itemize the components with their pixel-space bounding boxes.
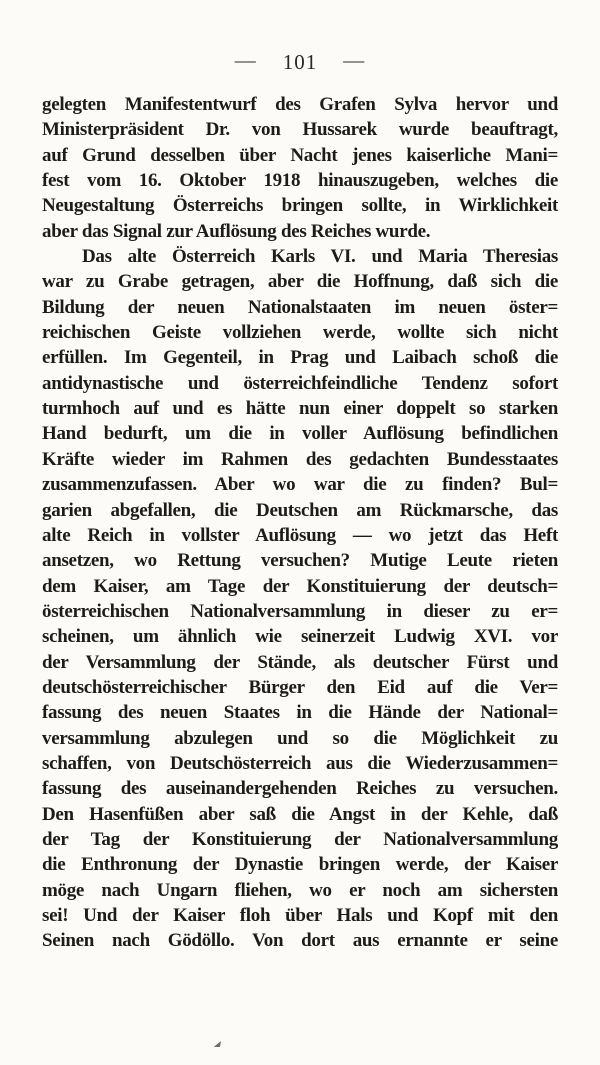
text-line: der Tag der Konstituierung der Nationalversammlung	[42, 828, 558, 850]
text-line: schaffen, von Deutschösterreich aus die Wiederzusammen=	[42, 752, 558, 774]
text-line: fest vom 16. Oktober 1918 hinauszugeben, welches die	[42, 170, 558, 192]
text-line: Den Hasenfüßen aber saß die Angst in der Kehle, daß	[42, 803, 558, 825]
text-line: antidynastische und österreichfeindliche Tendenz sofort	[42, 372, 558, 394]
text-line: auf Grund desselben über Nacht jenes kaiserliche Mani=	[42, 144, 558, 166]
running-head	[0, 50, 600, 75]
text-line: möge nach Ungarn fliehen, wo er noch am sichersten	[42, 879, 558, 901]
text-line: Ministerpräsident Dr. von Hussarek wurde beauftragt,	[42, 119, 558, 141]
text-line: Neugestaltung Österreichs bringen sollte, in Wirklichkeit	[42, 195, 558, 217]
text-line: gelegten Manifestentwurf des Grafen Sylva hervor und	[42, 94, 558, 115]
text-line: aber das Signal zur Auflösung des Reiches wurde.	[42, 220, 431, 242]
ink-speck	[214, 1041, 221, 1047]
text-line: fassung des neuen Staates in die Hände der National=	[42, 702, 558, 724]
text-line: Bildung der neuen Nationalstaaten im neuen öster=	[42, 296, 558, 318]
text-line: erfüllen. Im Gegenteil, in Prag und Laibach schoß die	[42, 347, 558, 369]
header-dash-right: —	[343, 48, 366, 72]
text-line: Seinen nach Gödöllo. Von dort aus ernannte er seine	[42, 930, 558, 952]
text-line: war zu Grabe getragen, aber die Hoffnung, daß sich die	[42, 271, 558, 293]
text-line: scheinen, um ähnlich wie seinerzeit Ludwig XVI. vor	[42, 626, 558, 648]
text-line: ansetzen, wo Rettung versuchen? Mutige Leute rieten	[42, 550, 558, 572]
text-line: die Enthronung der Dynastie bringen werde, der Kaiser	[42, 854, 558, 876]
text-line: österreichischen Nationalversammlung in dieser zu er=	[42, 600, 558, 622]
text-line: alte Reich in vollster Auflösung — wo jetzt das Heft	[42, 524, 558, 546]
text-line: reichischen Geiste vollziehen werde, wollte sich nicht	[42, 322, 558, 344]
text-line: Das alte Österreich Karls VI. und Maria Theresias	[82, 246, 558, 268]
text-line: turmhoch auf und es hätte nun einer doppelt so starken	[42, 398, 558, 420]
text-line: garien abgefallen, die Deutschen am Rückmarsche, das	[42, 499, 558, 521]
text-line: Hand bedurft, um die in voller Auflösung befindlichen	[42, 423, 558, 445]
page-number: 101	[282, 50, 318, 74]
text-line: Kräfte wieder im Rahmen des gedachten Bundesstaates	[42, 448, 558, 470]
text-line: fassung des auseinandergehenden Reiches zu versuchen.	[42, 778, 558, 800]
text-line: der Versammlung der Stände, als deutscher Fürst und	[42, 651, 558, 673]
text-line: dem Kaiser, am Tage der Konstituierung der deutsch=	[42, 575, 558, 597]
text-line: versammlung abzulegen und so die Möglichkeit zu	[42, 727, 558, 749]
text-line: deutschösterreichischer Bürger den Eid auf die Ver=	[42, 676, 558, 698]
body-text	[42, 92, 558, 954]
text-line: zusammenzufassen. Aber wo war die zu finden? Bul=	[42, 474, 558, 496]
text-line: sei! Und der Kaiser floh über Hals und Kopf mit den	[42, 905, 558, 926]
header-dash-left: —	[234, 48, 257, 72]
